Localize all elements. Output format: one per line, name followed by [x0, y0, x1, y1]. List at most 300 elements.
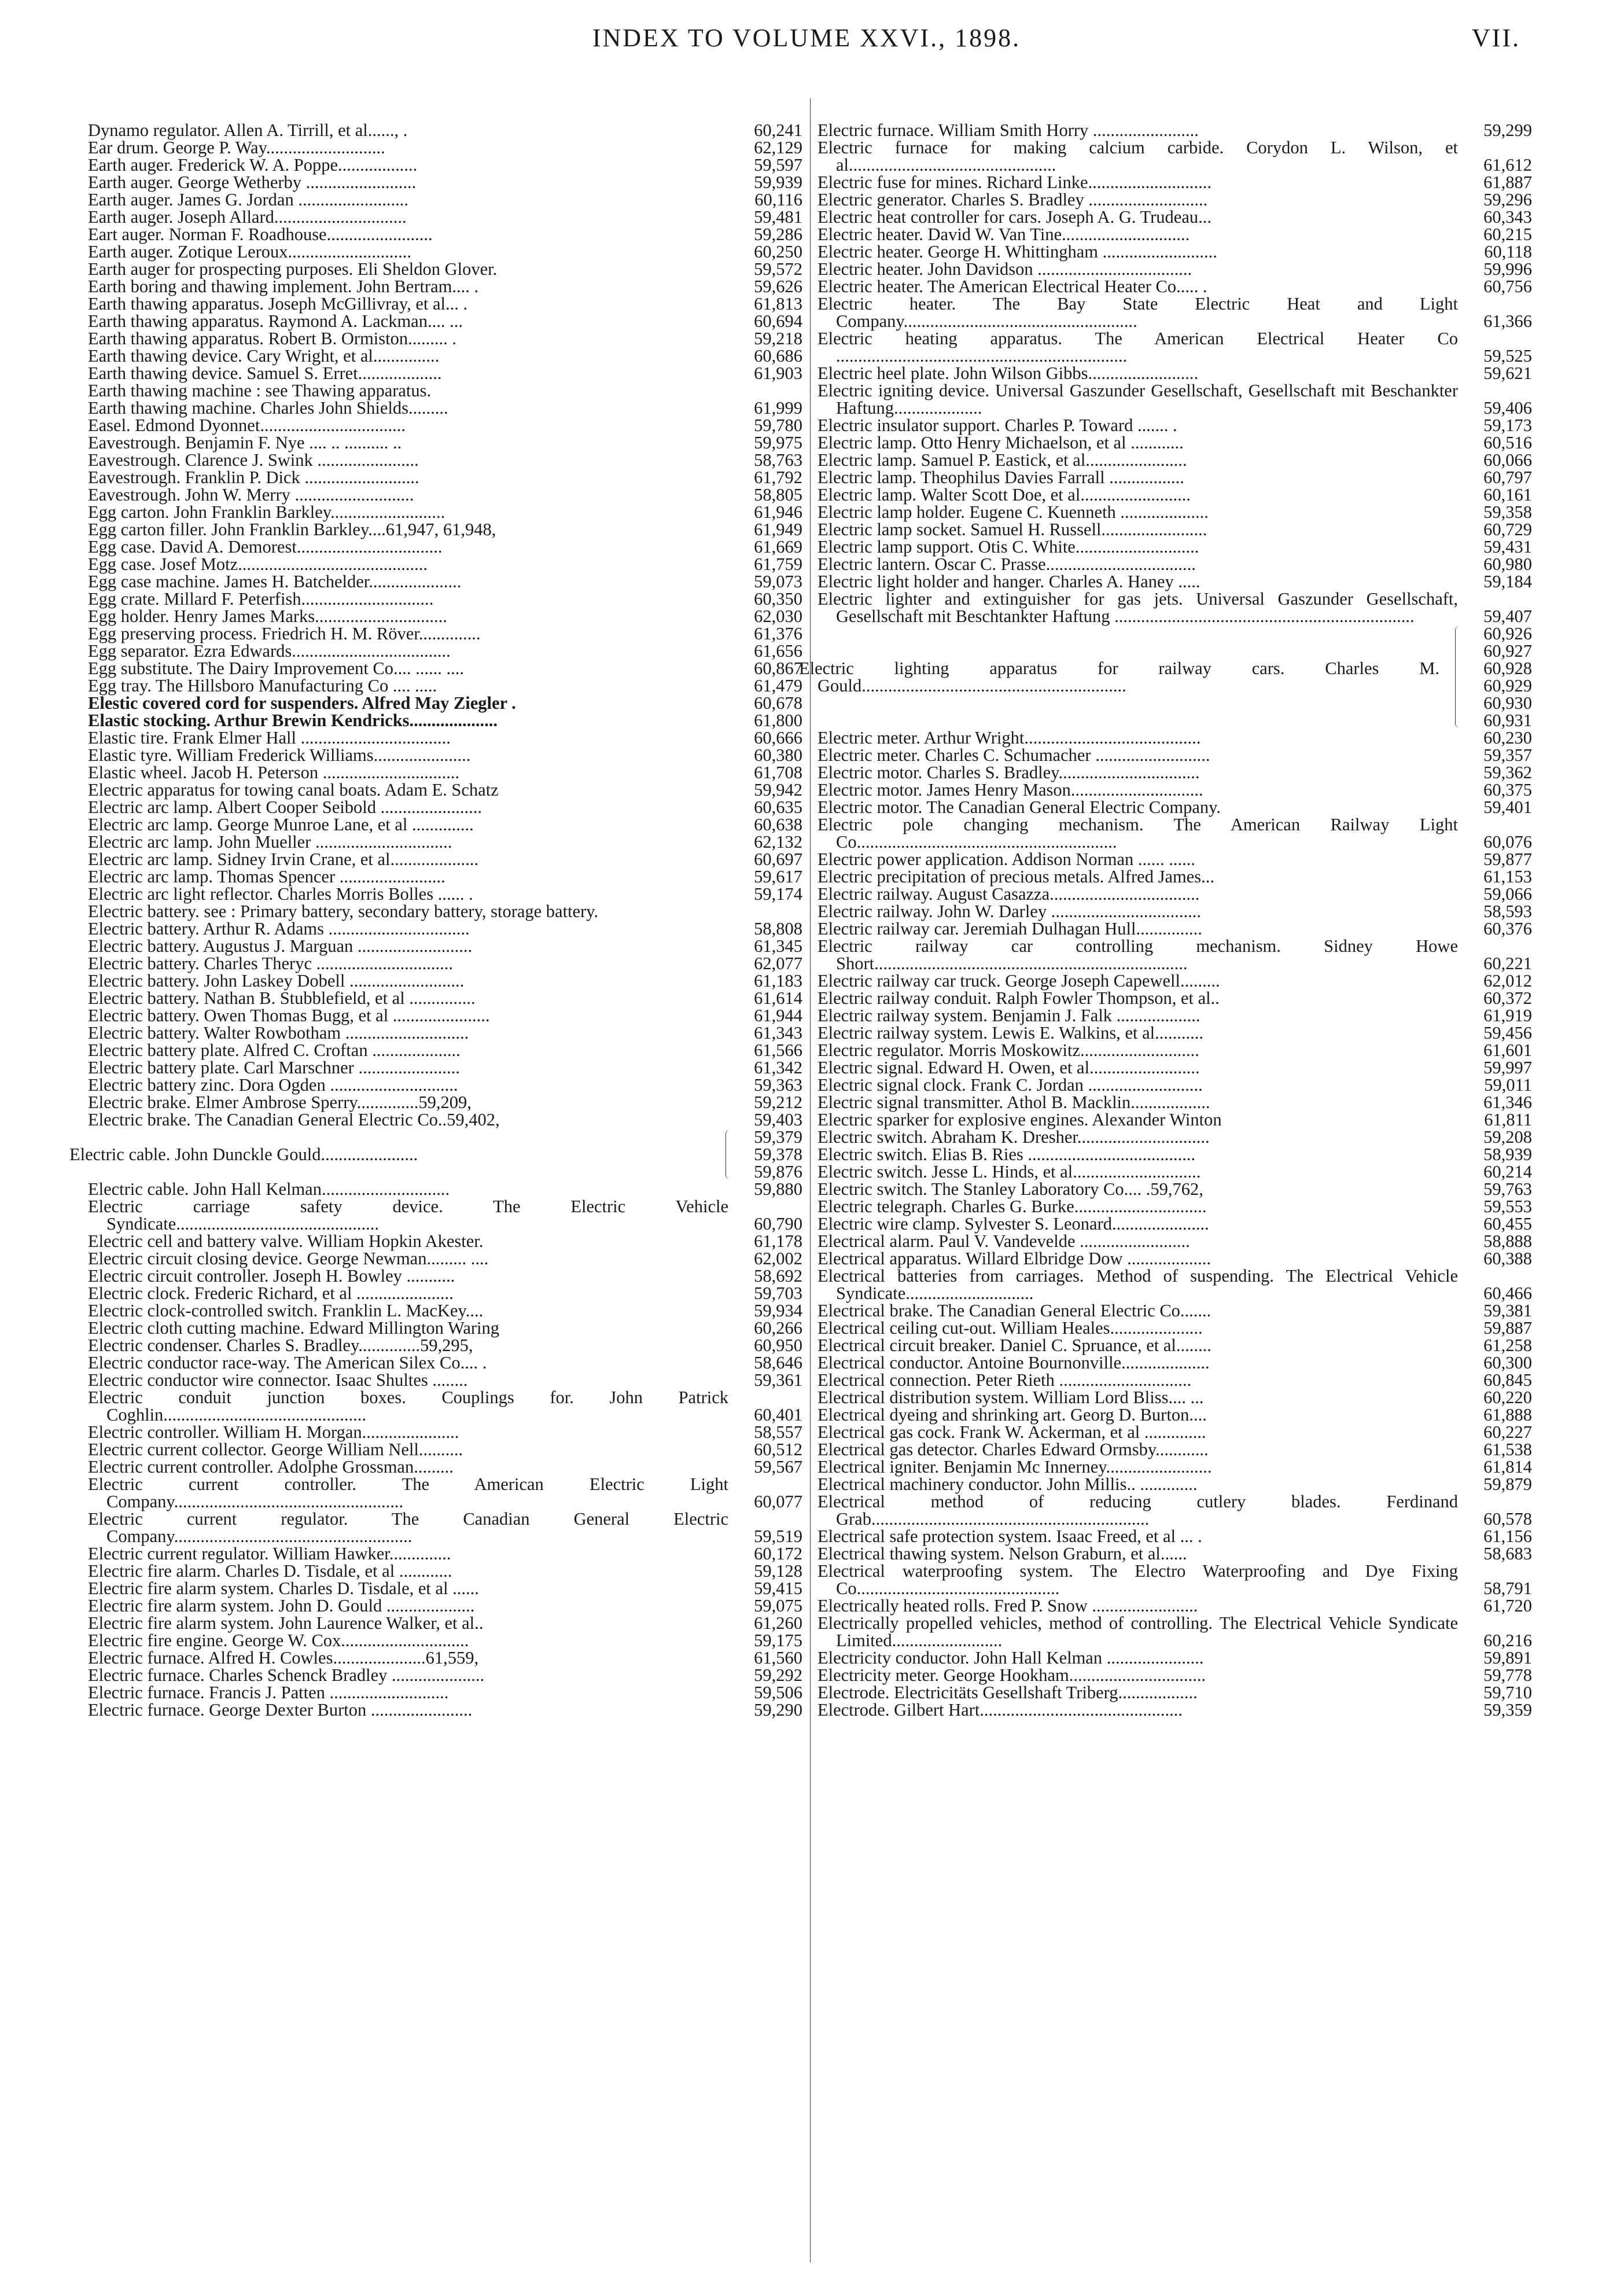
- patent-number: 60,678: [754, 693, 802, 713]
- entry-text: Egg carton filler. John Franklin Barkley....61,947, 61,948,: [88, 520, 496, 539]
- entry-text: Electric furnace. George Dexter Burton .......................: [88, 1700, 473, 1720]
- patent-number: 59,939: [754, 172, 802, 192]
- patent-number: 60,927: [1483, 641, 1532, 661]
- patent-number: 59,175: [754, 1631, 802, 1650]
- index-entry: [817, 503, 1532, 521]
- entry-text: Electric furnace. Charles Schenck Bradley .....................: [88, 1665, 485, 1685]
- index-entry: [88, 1267, 802, 1285]
- patent-number: 60,930: [1483, 693, 1532, 713]
- index-entry: [817, 1476, 1532, 1493]
- index-entry: [88, 1701, 802, 1719]
- entry-text: Electric lighting apparatus for railway cars. Charles M. Gould............................................................: [799, 658, 1439, 696]
- index-entry: [817, 243, 1532, 260]
- index-entry: [88, 573, 802, 590]
- patent-number: 60,380: [754, 745, 802, 765]
- index-entry: [88, 833, 802, 851]
- index-entry: [817, 1528, 1532, 1545]
- entry-text: Electrical connection. Peter Rieth ..............................: [817, 1370, 1192, 1390]
- entry-text: Electrical gas cock. Frank W. Ackerman, et al ..............: [817, 1422, 1206, 1442]
- entry-text: Electric controller. William H. Morgan......................: [88, 1422, 459, 1442]
- index-entry: [817, 174, 1532, 191]
- patent-number: 59,621: [1483, 363, 1532, 383]
- entry-text: Egg case. David A. Demorest.................................: [88, 537, 443, 557]
- index-entry: [817, 1545, 1532, 1562]
- patent-number: 60,077: [754, 1492, 802, 1511]
- entry-text: Electric battery. Walter Rowbotham ............................: [88, 1023, 469, 1043]
- index-entry: [88, 1198, 802, 1232]
- entry-text: Electric heel plate. John Wilson Gibbs.........................: [817, 363, 1199, 383]
- patent-number: 58,683: [1483, 1544, 1532, 1563]
- patent-number: 61,260: [754, 1613, 802, 1633]
- patent-number: 59,299: [1483, 120, 1532, 140]
- patent-number: 60,455: [1483, 1214, 1532, 1234]
- index-entry: [88, 1285, 802, 1302]
- entry-text: Electric condenser. Charles S. Bradley..............59,295,: [88, 1335, 473, 1355]
- index-entry: [88, 139, 802, 156]
- patent-number: 60,266: [754, 1318, 802, 1338]
- patent-number: 60,216: [1483, 1631, 1532, 1650]
- index-entry: [817, 764, 1532, 781]
- entry-text: Electric brake. The Canadian General Electric Co..59,402,: [88, 1110, 500, 1129]
- patent-number: 60,215: [1483, 225, 1532, 244]
- index-entry: [88, 660, 802, 677]
- entry-text: Electric railway system. Benjamin J. Falk ...................: [817, 1006, 1200, 1025]
- entry-text: Electric motor. The Canadian General Electric Company.: [817, 797, 1221, 817]
- patent-number: 58,805: [754, 485, 802, 505]
- patent-number: 60,635: [754, 797, 802, 817]
- entry-text: Electric lantern. Oscar C. Prasse..................................: [817, 554, 1196, 574]
- entry-text: Electric heater. John Davidson ...................................: [817, 259, 1192, 279]
- index-entry: [88, 1042, 802, 1059]
- index-entry: [88, 399, 802, 417]
- patent-number: 61,888: [1483, 1405, 1532, 1425]
- index-entry: [817, 486, 1532, 503]
- patent-number: 60,928: [1483, 658, 1532, 678]
- index-entry: [817, 885, 1532, 903]
- entry-text: Electric motor. Charles S. Bradley................................: [817, 763, 1200, 782]
- patent-number: 61,919: [1483, 1006, 1532, 1025]
- entry-text: Eavestrough. Clarence J. Swink .......................: [88, 450, 419, 470]
- index-entry: [817, 1493, 1532, 1528]
- patent-number: 60,375: [1483, 780, 1532, 800]
- entry-text: Egg separator. Ezra Edwards....................................: [88, 641, 451, 661]
- index-entry: [817, 382, 1532, 417]
- index-entry: [88, 1354, 802, 1371]
- patent-number: 59,506: [754, 1683, 802, 1702]
- patent-number: 60,790: [754, 1214, 802, 1234]
- index-entry: [817, 1666, 1532, 1684]
- index-entry: [88, 746, 802, 764]
- entry-text: Electric battery. Nathan B. Stubblefield, et al ...............: [88, 988, 476, 1008]
- entry-text: Electric heater. David W. Van Tine.............................: [817, 225, 1190, 244]
- patent-number: 59,378: [754, 1145, 802, 1164]
- entry-text: Elestic covered cord for suspenders. Alfred May Ziegler .: [88, 693, 516, 713]
- patent-number: 61,376: [754, 624, 802, 643]
- entry-text: Electric arc light reflector. Charles Morris Bolles ...... .: [88, 884, 473, 904]
- entry-text: Earth auger. James G. Jordan .........................: [88, 190, 408, 209]
- patent-number: 61,949: [754, 520, 802, 539]
- entry-text: Electric fuse for mines. Richard Linke............................: [817, 172, 1211, 192]
- index-entry: [88, 1423, 802, 1441]
- entry-text: Electric heating apparatus. The American Electrical Heater Co ..................................................................: [817, 329, 1458, 366]
- column-divider: [810, 98, 811, 2262]
- patent-number: 60,926: [1483, 624, 1532, 643]
- index-entry: [88, 191, 802, 208]
- entry-text: Electric conductor race-way. The American Silex Co.... .: [88, 1353, 487, 1373]
- index-entry: [817, 1215, 1532, 1232]
- patent-number: 59,359: [1483, 1700, 1532, 1720]
- index-entry: [817, 1007, 1532, 1024]
- index-entry: [88, 312, 802, 330]
- entry-text: Elastic wheel. Jacob H. Peterson ...............................: [88, 763, 460, 782]
- index-entry: [88, 712, 802, 729]
- index-entry: [817, 1094, 1532, 1111]
- entry-text: Electric clock. Frederic Richard, et al ......................: [88, 1283, 454, 1303]
- patent-number: 59,703: [754, 1283, 802, 1303]
- entry-text: Electric battery. Arthur R. Adams ................................: [88, 919, 470, 939]
- index-entry: [817, 1701, 1532, 1719]
- index-entry: [817, 746, 1532, 764]
- patent-number: 59,880: [754, 1179, 802, 1199]
- index-entry: [88, 1666, 802, 1684]
- index-entry: [88, 469, 802, 486]
- entry-text: Electrical batteries from carriages. Method of suspending. The Electrical Vehicle Syndicate.............................: [817, 1266, 1458, 1303]
- index-entry: [817, 434, 1532, 451]
- entry-text: Electrical dyeing and shrinking art. Georg D. Burton....: [817, 1405, 1207, 1425]
- index-entry: [88, 365, 802, 382]
- patent-number: 61,814: [1483, 1457, 1532, 1477]
- patent-number: 62,012: [1483, 971, 1532, 991]
- index-entry: [88, 677, 802, 694]
- entry-text: Electrical ceiling cut-out. William Heales.....................: [817, 1318, 1203, 1338]
- entry-text: Electric railway. John W. Darley ..................................: [817, 902, 1201, 921]
- entry-text: Electrical method of reducing cutlery blades. Ferdinand Grab...............................................................: [817, 1492, 1458, 1529]
- index-entry: [88, 1180, 802, 1198]
- index-entry: [817, 1389, 1532, 1406]
- index-entry: [88, 1476, 802, 1510]
- entry-text: Electric lamp holder. Eugene C. Kuenneth ....................: [817, 502, 1209, 522]
- patent-number: 59,184: [1483, 572, 1532, 591]
- index-entry: [88, 156, 802, 174]
- entry-text: Electrical machinery conductor. John Millis.. .............: [817, 1474, 1198, 1494]
- patent-number: 61,708: [754, 763, 802, 782]
- patent-number: 59,128: [754, 1561, 802, 1581]
- patent-number: 59,997: [1483, 1058, 1532, 1077]
- patent-number: 59,934: [754, 1301, 802, 1320]
- patent-number: 61,346: [1483, 1092, 1532, 1112]
- entry-text: Elastic tyre. William Frederick Williams......................: [88, 745, 471, 765]
- index-entry: [88, 694, 802, 712]
- entry-text: Electric lamp. Theophilus Davies Farrall .................: [817, 468, 1184, 487]
- entry-text: Electric lighter and extinguisher for gas jets. Universal Gaszunder Gesellschaft, Gesellschaft mit Beschtankter Haftung ....................................................................: [817, 589, 1458, 626]
- patent-number: 62,132: [754, 832, 802, 852]
- patent-number: 61,669: [754, 537, 802, 557]
- patent-number: 59,286: [754, 225, 802, 244]
- entry-text: Egg holder. Henry James Marks..............................: [88, 606, 447, 626]
- index-entry: [817, 1163, 1532, 1180]
- patent-number: 60,118: [1484, 242, 1532, 262]
- entry-text: Electric generator. Charles S. Bradley ...........................: [817, 190, 1208, 209]
- entry-text: Earth thawing apparatus. Robert B. Ormiston......... .: [88, 329, 457, 348]
- patent-number: 60,388: [1483, 1249, 1532, 1268]
- entry-text: Electric arc lamp. Sidney Irvin Crane, et al....................: [88, 849, 479, 869]
- patent-number: 59,296: [1483, 190, 1532, 209]
- index-entry: [817, 781, 1532, 799]
- entry-text: Elastic tire. Frank Elmer Hall ..................................: [88, 728, 451, 748]
- index-entry: [88, 1614, 802, 1632]
- patent-number: 59,567: [754, 1457, 802, 1477]
- index-entry: [817, 191, 1532, 208]
- patent-number: 59,406: [1483, 398, 1532, 418]
- index-entry: [817, 868, 1532, 885]
- patent-number: 60,250: [754, 242, 802, 262]
- index-entry: [817, 1111, 1532, 1128]
- entry-text: Electric battery plate. Alfred C. Croftan ....................: [88, 1040, 461, 1060]
- entry-text: Electrical thawing system. Nelson Graburn, et al......: [817, 1544, 1187, 1563]
- patent-number: 59,710: [1483, 1683, 1532, 1702]
- entry-text: Earth auger. Frederick W. A. Poppe..................: [88, 155, 418, 175]
- entry-text: Electric brake. Elmer Ambrose Sperry..............59,209,: [88, 1092, 472, 1112]
- index-entry: [69, 1127, 802, 1182]
- patent-number: 59,891: [1483, 1648, 1532, 1668]
- patent-number: 62,077: [754, 954, 802, 973]
- index-entry: [88, 799, 802, 816]
- index-entry: [817, 573, 1532, 590]
- index-entry: [817, 1042, 1532, 1059]
- entry-text: Electric furnace for making calcium carbide. Corydon L. Wilson, et al...............................................: [817, 138, 1458, 175]
- patent-number: 59,208: [1483, 1127, 1532, 1147]
- patent-number: 58,791: [1483, 1578, 1532, 1598]
- patent-number-group: [1461, 625, 1532, 729]
- patent-number: 58,646: [754, 1353, 802, 1373]
- entry-text: Electrical waterproofing system. The Electro Waterproofing and Dye Fixing Co..............................................: [817, 1561, 1458, 1598]
- patent-number: 60,227: [1483, 1422, 1532, 1442]
- patent-number: 60,161: [1483, 485, 1532, 505]
- patent-number: 61,800: [754, 711, 802, 730]
- index-entry: [817, 278, 1532, 295]
- entry-text: Electric arc lamp. John Mueller ...............................: [88, 832, 452, 852]
- patent-number: 59,403: [754, 1110, 802, 1129]
- index-entry: [817, 1059, 1532, 1076]
- index-entry: [817, 1250, 1532, 1267]
- entry-text: Electric battery. Augustus J. Marguan ..........................: [88, 936, 473, 956]
- index-entry: [88, 451, 802, 469]
- entry-text: Electric battery. John Laskey Dobell ..........................: [88, 971, 465, 991]
- index-entry: [88, 382, 802, 399]
- entry-text: Electrically heated rolls. Fred P. Snow ........................: [817, 1596, 1198, 1616]
- patent-number: 59,877: [1483, 849, 1532, 869]
- index-entry: [817, 226, 1532, 243]
- entry-text: Electric circuit controller. Joseph H. Bowley ...........: [88, 1266, 455, 1286]
- index-entry: [88, 1371, 802, 1389]
- index-entry: [817, 330, 1532, 365]
- index-entry: [88, 174, 802, 191]
- patent-number: 61,759: [754, 554, 802, 574]
- entry-text: Electric switch. The Stanley Laboratory Co.... .59,762,: [817, 1179, 1203, 1199]
- entry-text: Electric signal. Edward H. Owen, et al.........................: [817, 1058, 1200, 1077]
- index-entry: [88, 1232, 802, 1250]
- entry-text: Egg preserving process. Friedrich H. M. Röver..............: [88, 624, 481, 643]
- index-entry: [88, 226, 802, 243]
- patent-number: 61,792: [754, 468, 802, 487]
- patent-number: 59,572: [754, 259, 802, 279]
- index-entry: [88, 608, 802, 625]
- index-entry: [88, 851, 802, 868]
- patent-number: 59,381: [1483, 1301, 1532, 1320]
- entry-text: Electrical alarm. Paul V. Vandevelde .........................: [817, 1231, 1190, 1251]
- index-entry: [817, 1597, 1532, 1614]
- index-entry: [88, 1007, 802, 1024]
- patent-number: 60,116: [754, 190, 802, 209]
- entry-text: Electric circuit closing device. George Newman......... ....: [88, 1249, 489, 1268]
- entry-text: Electric lamp socket. Samuel H. Russell........................: [817, 520, 1207, 539]
- index-entry: [88, 972, 802, 989]
- entry-text: Egg carton. John Franklin Barkley..........................: [88, 502, 445, 522]
- index-entry: [88, 122, 802, 139]
- index-entry: [817, 1354, 1532, 1371]
- patent-number: 61,560: [754, 1648, 802, 1668]
- entry-text: Earth thawing device. Cary Wright, et al...............: [88, 346, 440, 366]
- patent-number: 59,431: [1483, 537, 1532, 557]
- index-entry: [817, 1198, 1532, 1215]
- patent-number: 60,172: [754, 1544, 802, 1563]
- index-column-right: [799, 120, 1532, 2274]
- patent-number: 60,214: [1483, 1162, 1532, 1182]
- entry-text: Earth thawing machine : see Thawing apparatus.: [88, 381, 432, 400]
- entry-text: Electric railway car controlling mechanism. Sidney Howe Short.......................................................................: [817, 936, 1458, 973]
- index-entry: [817, 1232, 1532, 1250]
- entry-text: Eavestrough. Franklin P. Dick ..........................: [88, 468, 419, 487]
- index-entry: [88, 1562, 802, 1580]
- index-entry: [817, 989, 1532, 1007]
- patent-number: 59,361: [754, 1370, 802, 1390]
- index-entry: [817, 1024, 1532, 1042]
- patent-number: 60,401: [754, 1405, 802, 1425]
- patent-number: 61,946: [754, 502, 802, 522]
- index-entry: [88, 642, 802, 660]
- entry-text: Electric lamp. Otto Henry Michaelson, et al ............: [817, 433, 1184, 452]
- patent-number: 59,407: [1483, 606, 1532, 626]
- page-number: VII.: [1471, 24, 1520, 52]
- patent-number: 59,363: [754, 1075, 802, 1095]
- patent-number: 60,980: [1483, 554, 1532, 574]
- entry-text: Electrical apparatus. Willard Elbridge Dow ...................: [817, 1249, 1211, 1268]
- patent-number: 61,366: [1483, 311, 1532, 331]
- patent-number: 60,578: [1483, 1509, 1532, 1529]
- patent-number: 60,220: [1483, 1388, 1532, 1407]
- entry-text: Electric fire alarm. Charles D. Tisdale, et al ............: [88, 1561, 452, 1581]
- patent-number: 59,975: [754, 433, 802, 452]
- entry-text: Eart auger. Norman F. Roadhouse........................: [88, 225, 433, 244]
- patent-number: 61,887: [1483, 172, 1532, 192]
- entry-text: Electric light holder and hanger. Charles A. Haney .....: [817, 572, 1200, 591]
- page-title: INDEX TO VOLUME XXVI., 1898.: [592, 24, 1021, 52]
- patent-number: 59,415: [754, 1578, 802, 1598]
- entry-text: Electric furnace. Alfred H. Cowles.....................61,559,: [88, 1648, 479, 1668]
- index-entry: [88, 521, 802, 538]
- index-entry: [88, 434, 802, 451]
- index-entry: [88, 920, 802, 937]
- patent-number: 61,903: [754, 363, 802, 383]
- index-entry: [88, 1319, 802, 1337]
- patent-number: 60,729: [1483, 520, 1532, 539]
- entry-text: Electric precipitation of precious metals. Alfred James...: [817, 867, 1215, 886]
- entry-text: Electric railway car. Jeremiah Dulhagan Hull...............: [817, 919, 1202, 939]
- patent-number: 59,173: [1483, 415, 1532, 435]
- index-entry: [817, 729, 1532, 746]
- patent-number: 61,178: [754, 1231, 802, 1251]
- patent-number: 59,763: [1483, 1179, 1532, 1199]
- entry-text: Electric cable. John Hall Kelman.............................: [88, 1179, 450, 1199]
- patent-number: 61,944: [754, 1006, 802, 1025]
- entry-text: Electric battery zinc. Dora Ogden .............................: [88, 1075, 458, 1095]
- patent-number: 60,241: [754, 120, 802, 140]
- index-entry: [817, 1423, 1532, 1441]
- patent-number: 60,931: [1483, 711, 1532, 730]
- entry-text: Electric cable. John Dunckle Gould......................: [69, 1145, 418, 1164]
- index-entry: [817, 1146, 1532, 1163]
- entry-text: Electric telegraph. Charles G. Burke..............................: [817, 1197, 1207, 1216]
- entry-text: Dynamo regulator. Allen A. Tirrill, et al......, .: [88, 120, 408, 140]
- entry-text: Electric heater. George H. Whittingham ..........................: [817, 242, 1217, 262]
- patent-number: 59,780: [754, 415, 802, 435]
- entry-text: Electrical brake. The Canadian General Electric Co.......: [817, 1301, 1211, 1320]
- patent-number-group: [732, 1128, 802, 1180]
- entry-text: Electric signal transmitter. Athol B. Macklin..................: [817, 1092, 1210, 1112]
- entry-text: Electric regulator. Morris Moskowitz...........................: [817, 1040, 1199, 1060]
- index-entry: [817, 1302, 1532, 1319]
- patent-number: 60,867: [754, 658, 802, 678]
- patent-number: 61,183: [754, 971, 802, 991]
- index-entry: [88, 1597, 802, 1614]
- patent-number: 60,697: [754, 849, 802, 869]
- index-entry: [88, 1059, 802, 1076]
- index-entry: [88, 781, 802, 799]
- index-entry: [817, 851, 1532, 868]
- index-entry: [817, 208, 1532, 226]
- index-entry: [88, 1094, 802, 1111]
- patent-number: 61,566: [754, 1040, 802, 1060]
- patent-number: 59,617: [754, 867, 802, 886]
- entry-text: Electric railway conduit. Ralph Fowler Thompson, et al..: [817, 988, 1220, 1008]
- index-entry: [817, 1267, 1532, 1302]
- index-entry: [88, 1458, 802, 1476]
- entry-text: Electric carriage safety device. The Electric Vehicle Syndicate..............................................: [88, 1197, 728, 1234]
- patent-number: 60,756: [1483, 277, 1532, 296]
- index-entry: [88, 417, 802, 434]
- patent-number: 62,002: [754, 1249, 802, 1268]
- entry-text: Egg crate. Millard F. Peterfish..............................: [88, 589, 434, 609]
- index-entry: [88, 816, 802, 833]
- patent-number: 59,525: [1483, 346, 1532, 366]
- index-entry: [88, 764, 802, 781]
- index-entry: [817, 260, 1532, 278]
- entry-text: Electric current regulator. The Canadian General Electric Company......................................................: [88, 1509, 728, 1546]
- entry-text: Eavestrough. John W. Merry ...........................: [88, 485, 414, 505]
- entry-text: Egg case machine. James H. Batchelder.....................: [88, 572, 462, 591]
- entry-text: Electric meter. Arthur Wright........................................: [817, 728, 1201, 748]
- index-entry: [817, 1076, 1532, 1094]
- entry-text: Elastic stocking. Arthur Brewin Kendricks....................: [88, 711, 498, 730]
- index-entry: [817, 1371, 1532, 1389]
- patent-number: 58,808: [754, 919, 802, 939]
- index-entry: [817, 469, 1532, 486]
- entry-text: Electric current collector. George William Nell..........: [88, 1440, 463, 1459]
- index-entry: [88, 1389, 802, 1423]
- entry-text: Electric conduit junction boxes. Couplings for. John Patrick Coghlin..............................................: [88, 1388, 728, 1425]
- index-entry: [817, 417, 1532, 434]
- patent-number: 60,466: [1483, 1283, 1532, 1303]
